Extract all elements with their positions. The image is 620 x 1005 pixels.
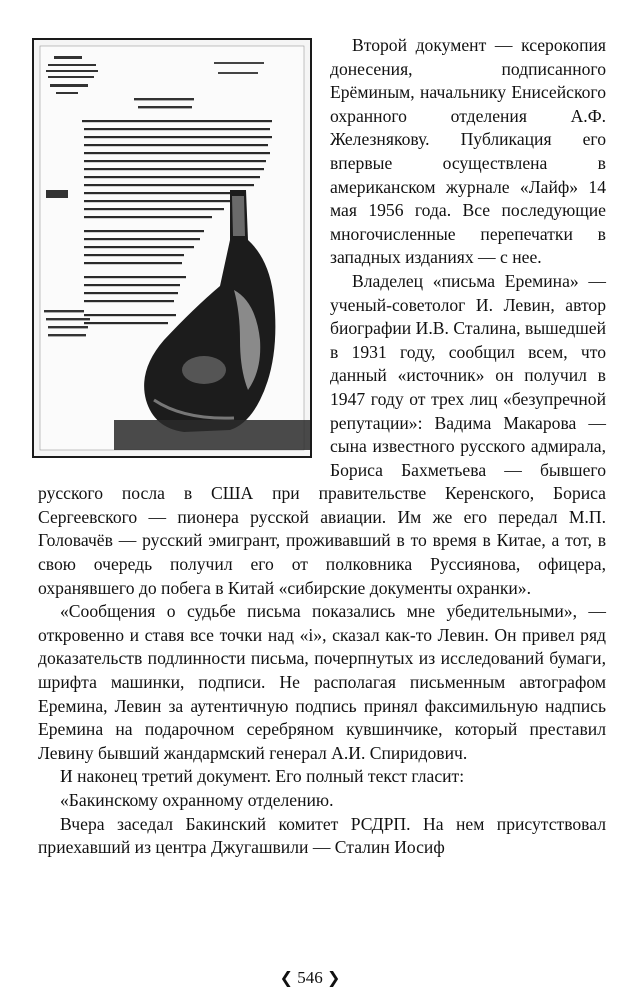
page-number: 546	[297, 968, 323, 987]
next-arrow-icon: ❯	[327, 968, 341, 987]
page-footer	[0, 968, 620, 988]
prev-arrow-icon: ❮	[279, 968, 293, 987]
paragraph-5: «Бакинскому охранному отделению.	[60, 790, 334, 810]
paragraph-3: «Сообщения о судьбе письма показались мне убедительными», — откровенно и ставя все точки над «i», сказал как-то Левин. Он привел ряд доказательств подлинности письма, почерпнутых из исследований бумаги, шрифта машинки, подписи. Не располагая письменным автографом Еремина, Левин за аутентичную подпись принял факсимильную надпись Еремина на подарочном серебряном кувшинчике, который преставил Левину бывший жандармский генерал А.И. Спиридович.	[38, 601, 606, 763]
paragraph-2: Владелец «письма Еремина» — ученый-советолог И. Левин, автор биографии И.В. Сталина, вышедшей в 1931 году, сообщил всем, что данный «источник» он получил в 1947 году от трех лиц «безупречной репутации»: Вадима Макарова — сына известного русского адмирала, Бориса Бахметьева — бывшего русского посла в США при правительстве Керенского, Бориса Сергеевского — пионера русской авиации. Им же его передал М.П. Головачёв — русский эмигрант, проживавший в то время в Китае, а тот, в свою очередь получил его от полковника Руссиянова, офицера, охранявшего до побега в Китай «сибирские документы охранки».	[38, 270, 606, 598]
document-photocopy-image	[32, 38, 312, 458]
photocopy-illustration	[34, 40, 310, 456]
paragraph-4: И наконец третий документ. Его полный текст гласит:	[60, 766, 465, 787]
paragraph-6: Вчера заседал Бакинский комитет РСДРП. На нем присутствовал приехавший из центра Джугашвили — Сталин Иосиф	[38, 813, 606, 858]
page-body	[38, 34, 606, 860]
paragraph-1: Второй документ — ксерокопия донесения, подписанного Ерёминым, начальнику Енисейского охранного отделения А.Ф. Железнякову. Публикация его впервые осуществлена в американском журнале «Лайф» 14 мая 1956 года. Все последующие многочисленные перепечатки в западных изданиях — с нее.	[330, 35, 606, 268]
